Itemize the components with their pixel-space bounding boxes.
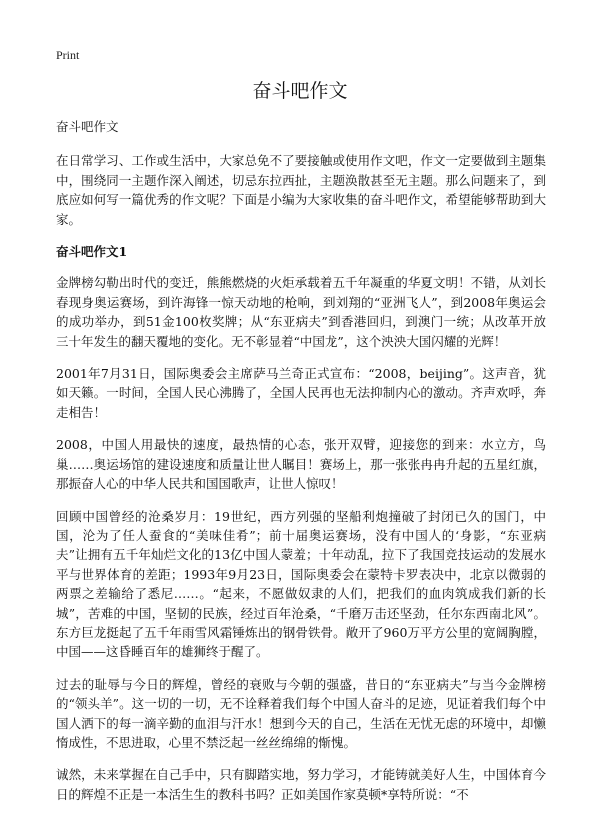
page-title: 奋斗吧作文 — [252, 80, 348, 102]
body-paragraph: 诚然，未来掌握在自己手中，只有脚踏实地，努力学习，才能铸就美好人生，中国体育今日的辉煌不正是一本活生生的教科书吗？正如美国作家莫顿*享特所说：“不 — [56, 767, 546, 802]
body-paragraph: 2008，中国人用最快的速度，最热情的心态，张开双臂，迎接您的到来：水立方，鸟巢……奥运场馆的建设速度和质量让世人瞩目！赛场上，那一张张冉冉升起的五星红旗，那振奋人心的中华人民共和国国歌声，让世人惊叹！ — [56, 437, 546, 492]
body-paragraph: 金牌榜勾勒出时代的变迁，熊熊燃烧的火炬承载着五千年凝重的华夏文明！不错，从刘长春现身奥运赛场，到许海锋一惊天动地的枪响，到刘翔的“亚洲飞人”，到2008年奥运会的成功举办，到51金100枚奖牌；从“东亚病夫”到香港回归，到澳门一统；从改革开放三十年发生的翻天覆地的变化。无不彰显着“中国龙”，这个泱泱大国闪耀的光辉！ — [56, 275, 546, 349]
body-paragraph: 回顾中国曾经的沧桑岁月：19世纪，西方列强的坚船利炮撞破了封闭已久的国门，中国，沦为了任人蚕食的“美味佳肴”；前十届奥运赛场，没有中国人的‘身影，“东亚病夫”让拥有五千年灿烂文化的13亿中国人蒙羞；十年动乱，拉下了我国竞技运动的发展水平与世界体育的差距；1993年9月23日，国际奥委会在蒙特卡罗表决中，北京以微弱的两票之差输给了悉尼……。“起来，不愿做奴隶的人们，把我们的血肉筑成我们新的长城”，苦难的中国，坚韧的民族，经过百年沧桑，“千磨万击还坚劲，任尔东西南北风”。东方巨龙挺起了五千年雨雪风霜锤炼出的钢骨铁骨。敞开了960万平方公里的宽阔胸膛，中国——这昏睡百年的雄狮终于醒了。 — [56, 508, 546, 660]
document-body — [56, 117, 546, 817]
section-heading: 奋斗吧作文1 — [56, 244, 128, 260]
print-label: Print — [56, 48, 80, 62]
body-paragraph: 2001年7月31日，国际奥委会主席萨马兰奇正式宣布：“2008，beijing”。这声音，犹如天籁。一时间，全国人民心沸腾了，全国人民再也无法抑制内心的激动。齐声欢呼，奔走相告！ — [56, 366, 546, 420]
intro-paragraph: 在日常学习、工作或生活中，大家总免不了要接触或使用作文吧，作文一定要做到主题集中，围绕同一主题作深入阐述，切忌东拉西扯，主题涣散甚至无主题。那么问题来了，到底应如何写一篇优秀的作文呢？下面是小编为大家收集的奋斗吧作文，希望能够帮助到大家。 — [56, 153, 546, 227]
body-paragraph: 过去的耻辱与今日的辉煌，曾经的衰败与今朝的强盛，昔日的“东亚病夫”与当今金牌榜的“领头羊”。这一切的一切，无不诠释着我们每个中国人奋斗的足迹，见证着我们每个中国人洒下的每一滴辛勤的血泪与汗水！想到今天的自己，生活在无忧无虑的环境中，却懒惰成性，不思进取，心里不禁泛起一丝丝绵绵的惭愧。 — [56, 676, 546, 750]
document-subtitle: 奋斗吧作文 — [56, 119, 119, 134]
